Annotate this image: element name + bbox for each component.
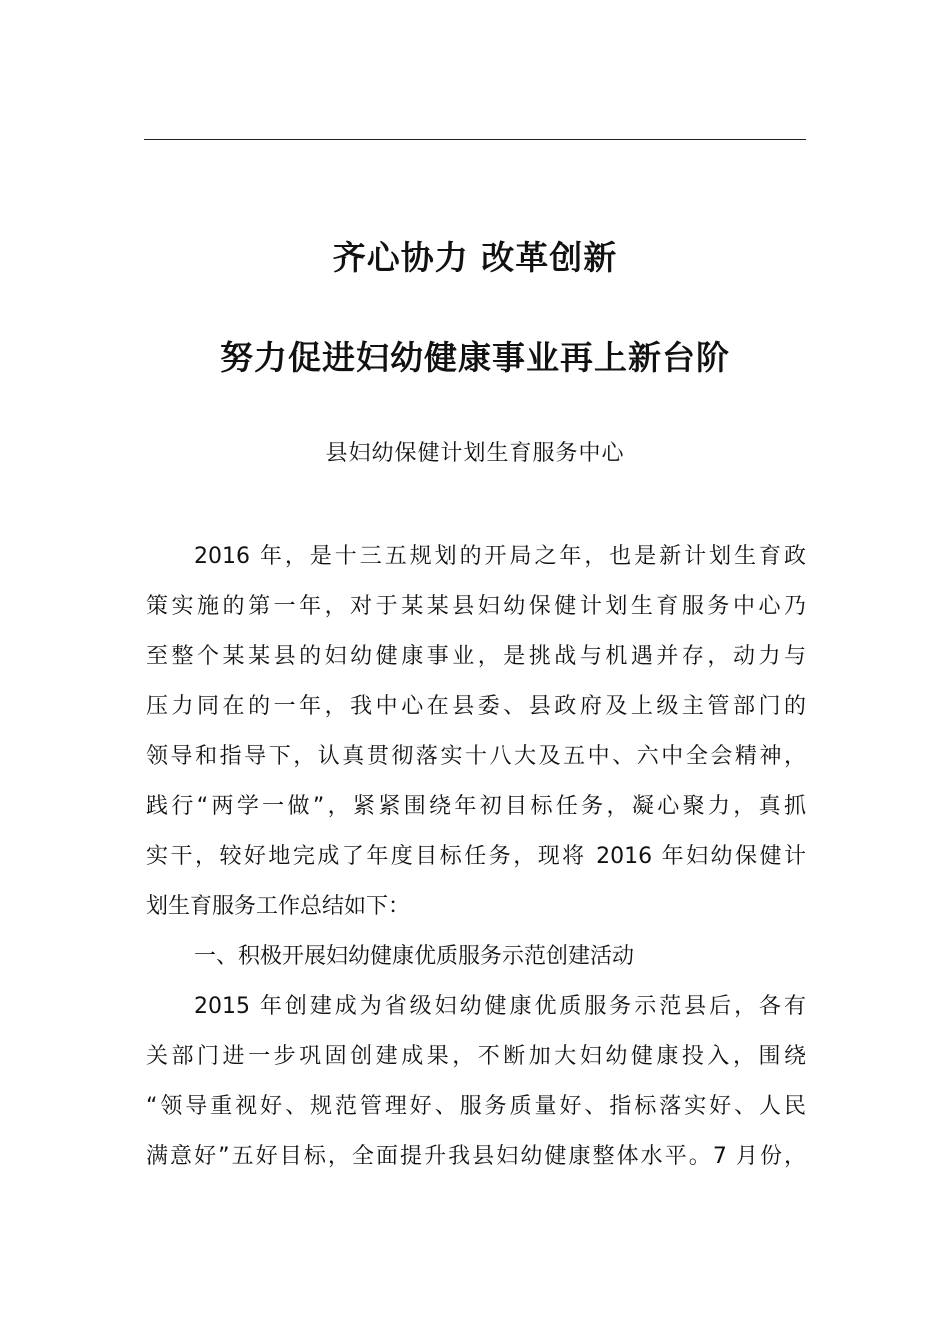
paragraph-1-line: 践行“两学一做”，紧紧围绕年初目标任务，凝心聚力，真抓 [146, 794, 806, 819]
title-line-1: 齐心协力 改革创新 [332, 238, 618, 277]
paragraph-1-line: 策实施的第一年，对于某某县妇幼保健计划生育服务中心乃 [146, 594, 806, 619]
section-1-heading: 一、积极开展妇幼健康优质服务示范创建活动 [194, 944, 635, 969]
paragraph-2-line: 关部门进一步巩固创建成果，不断加大妇幼健康投入，围绕 [146, 1044, 806, 1069]
organization-name: 县妇幼保健计划生育服务中心 [325, 441, 625, 466]
paragraph-1-line: 2016 年，是十三五规划的开局之年，也是新计划生育政 [194, 544, 806, 569]
document-body [146, 532, 806, 1182]
title-line-2: 努力促进妇幼健康事业再上新台阶 [220, 338, 730, 377]
paragraph-1-line: 压力同在的一年，我中心在县委、县政府及上级主管部门的 [146, 694, 806, 719]
paragraph-2-line: 2015 年创建成为省级妇幼健康优质服务示范县后，各有 [194, 994, 806, 1019]
paragraph-1-line: 实干，较好地完成了年度目标任务，现将 2016 年妇幼保健计 [146, 844, 806, 869]
paragraph-2-line: 满意好”五好目标，全面提升我县妇幼健康整体水平。7 月份， [146, 1144, 806, 1169]
paragraph-2-line: “领导重视好、规范管理好、服务质量好、指标落实好、人民 [146, 1094, 806, 1119]
header-rule [144, 139, 806, 140]
paragraph-1-line: 领导和指导下，认真贯彻落实十八大及五中、六中全会精神， [146, 744, 806, 769]
paragraph-1-line: 至整个某某县的妇幼健康事业，是挑战与机遇并存，动力与 [146, 644, 806, 669]
paragraph-1-line: 划生育服务工作总结如下： [146, 894, 411, 919]
